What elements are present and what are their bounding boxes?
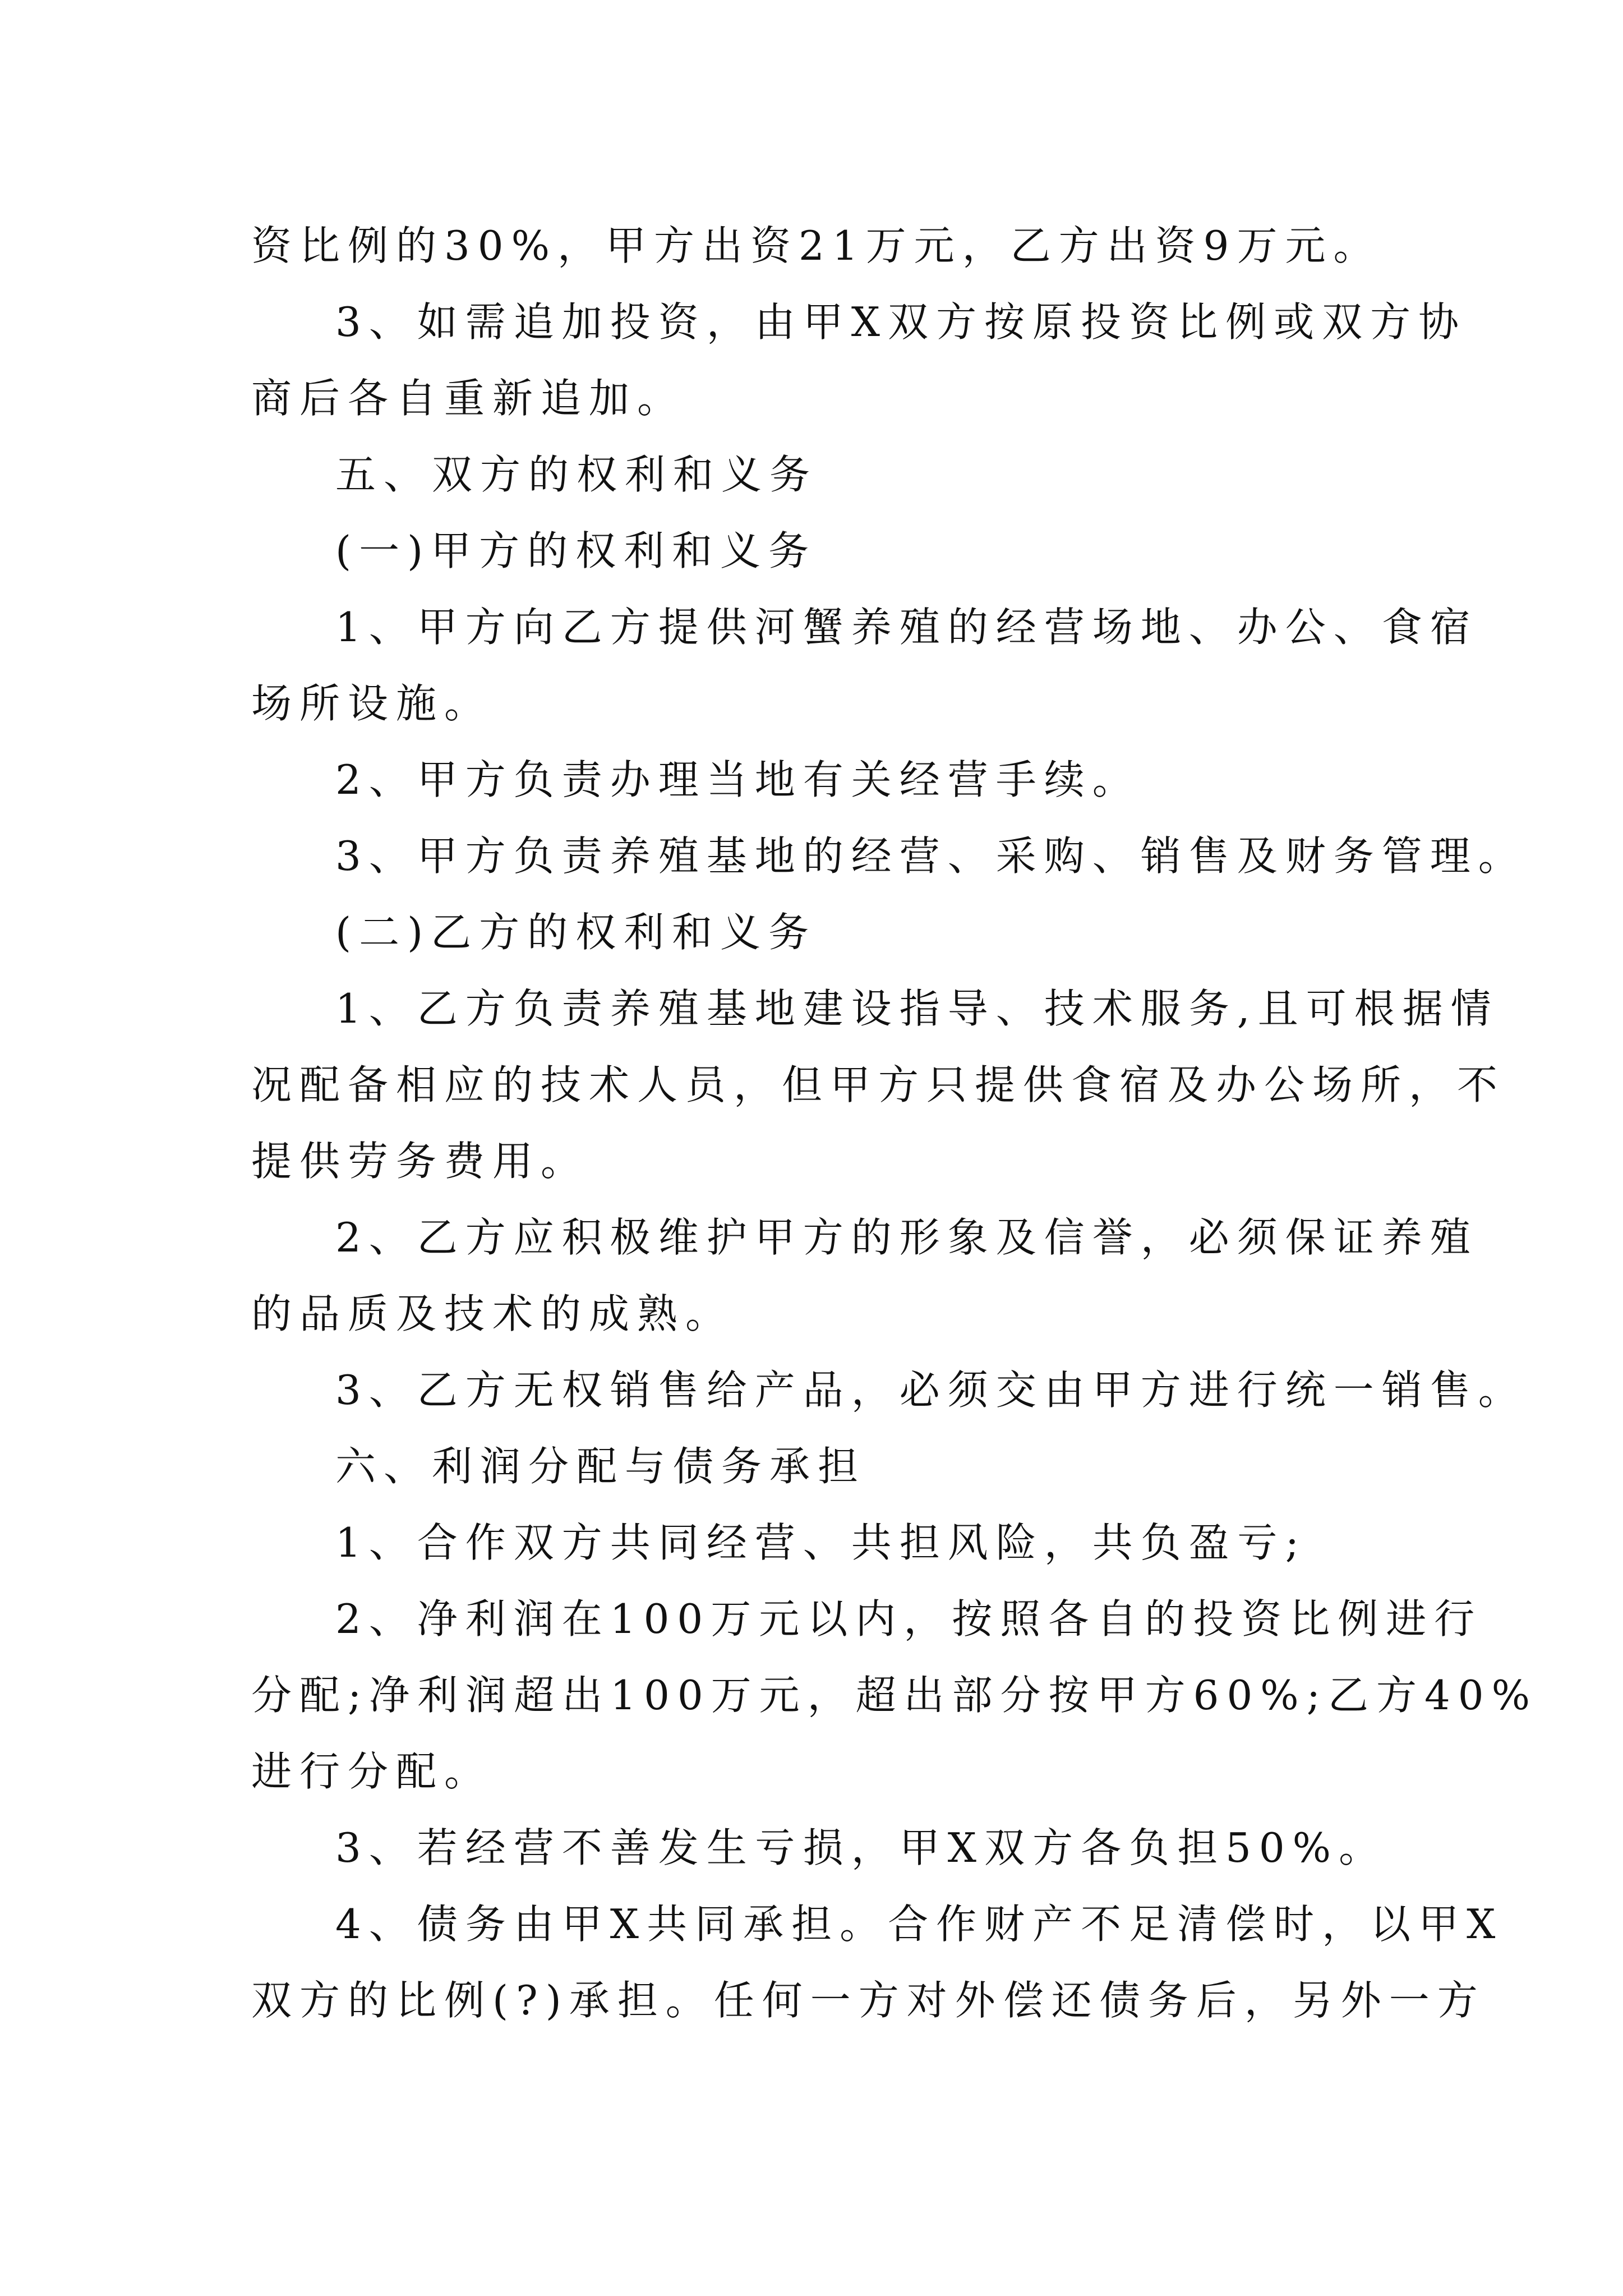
text-line: 1、乙方负责养殖基地建设指导、技术服务,且可根据情: [335, 985, 1499, 1032]
text-line: 4、债务由甲X共同承担。合作财产不足清偿时，以甲X: [335, 1901, 1504, 1948]
text-line: 进行分配。: [251, 1748, 493, 1795]
text-line: 3、乙方无权销售给产品，必须交由甲方进行统一销售。: [335, 1366, 1527, 1414]
text-line: 2、乙方应积极维护甲方的形象及信誉，必须保证养殖: [335, 1214, 1478, 1261]
text-line: 1、合作双方共同经营、共担风险，共负盈亏;: [335, 1519, 1307, 1566]
text-line: 双方的比例(?)承担。任何一方对外偿还债务后，另外一方: [251, 1977, 1486, 2024]
subsection-heading: (二)乙方的权利和义务: [335, 909, 817, 956]
text-line: 的品质及技术的成熟。: [251, 1290, 734, 1337]
text-line: 提供劳务费用。: [251, 1138, 589, 1185]
section-heading: 六、利润分配与债务承担: [335, 1443, 866, 1490]
text-line: 场所设施。: [251, 680, 493, 727]
subsection-heading: (一)甲方的权利和义务: [335, 527, 817, 574]
text-line: 1、甲方向乙方提供河蟹养殖的经营场地、办公、食宿: [335, 604, 1478, 651]
text-line: 3、若经营不善发生亏损，甲X双方各负担50%。: [335, 1824, 1387, 1871]
text-line: 资比例的30%，甲方出资21万元，乙方出资9万元。: [251, 222, 1382, 269]
text-line: 况配备相应的技术人员，但甲方只提供食宿及办公场所，不: [251, 1061, 1506, 1108]
text-line: 2、甲方负责办理当地有关经营手续。: [335, 756, 1141, 803]
text-line: 商后各自重新追加。: [251, 375, 686, 422]
section-heading: 五、双方的权利和义务: [335, 451, 818, 498]
text-line: 分配;净利润超出100万元，超出部分按甲方60%;乙方40%: [251, 1672, 1538, 1719]
text-line: 3、甲方负责养殖基地的经营、采购、销售及财务管理。: [335, 832, 1527, 880]
text-line: 3、如需追加投资，由甲X双方按原投资比例或双方协: [335, 298, 1467, 346]
text-line: 2、净利润在100万元以内，按照各自的投资比例进行: [335, 1595, 1483, 1642]
